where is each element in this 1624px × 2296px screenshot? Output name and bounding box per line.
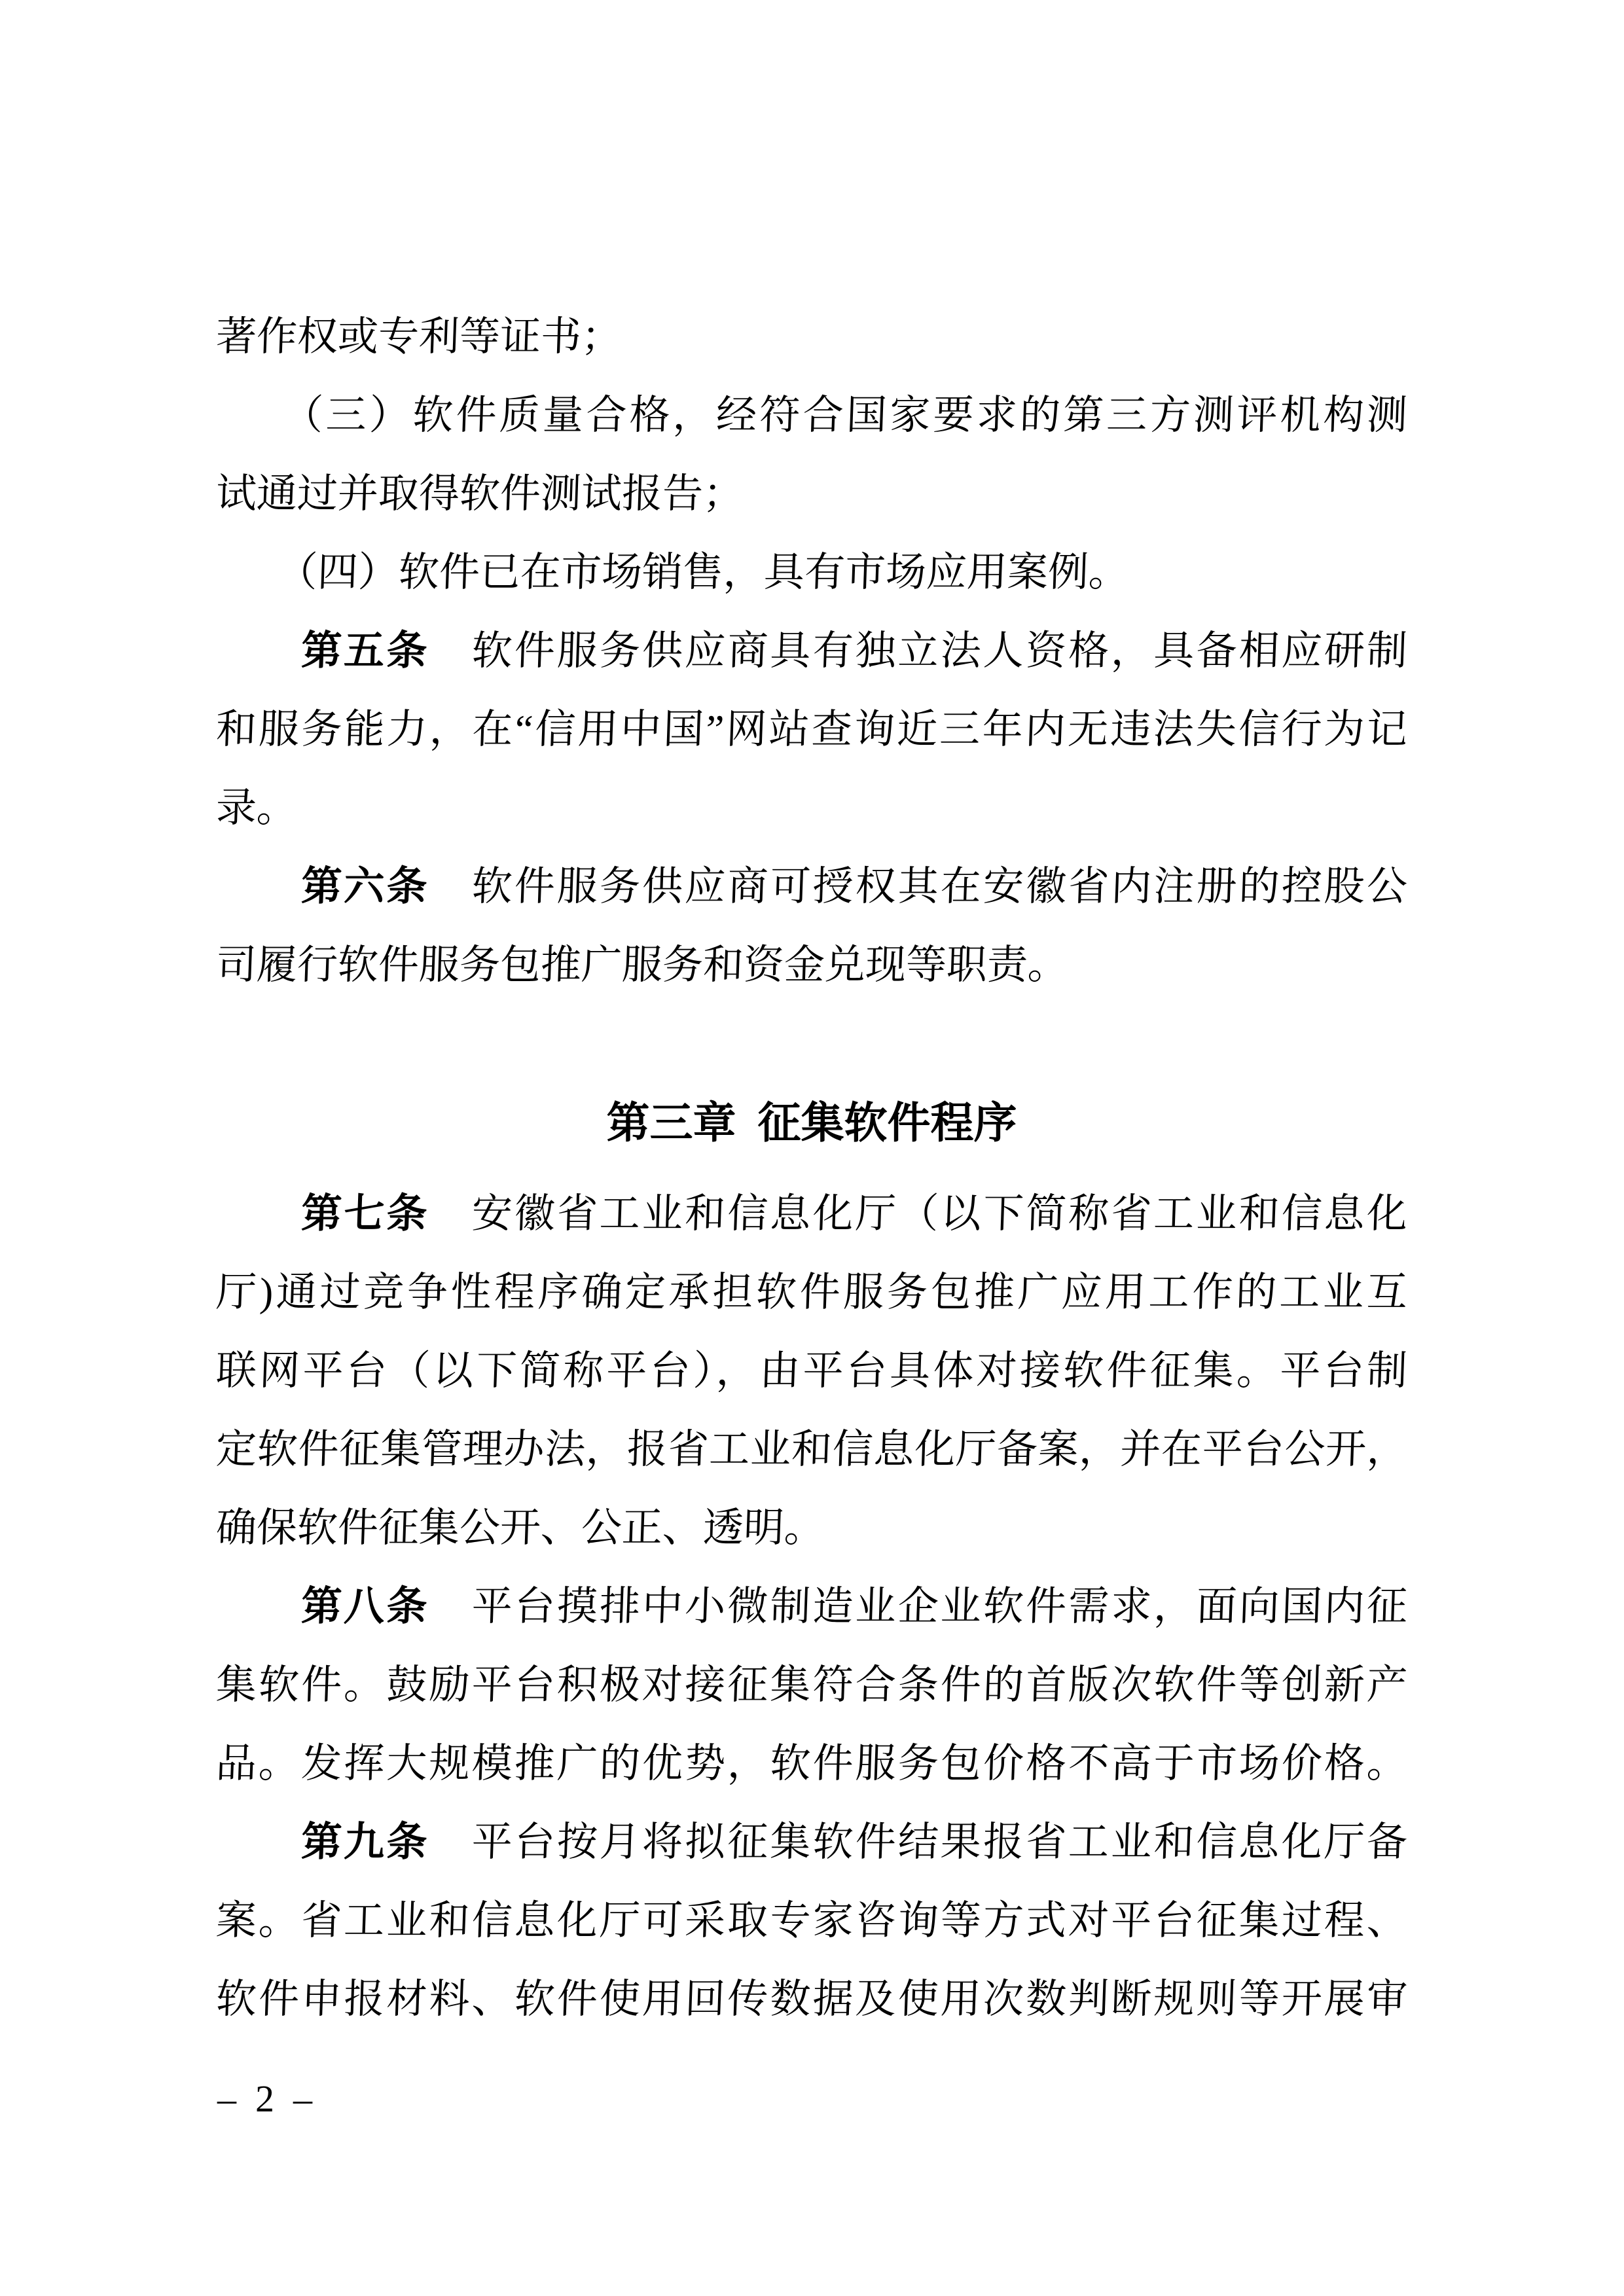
- body-line: [215, 455, 1409, 533]
- line-text: 联网平台（以下简称平台），由平台具体对接软件征集。平台制: [215, 1349, 1409, 1393]
- body-line: [215, 926, 1409, 1005]
- document-body: [216, 298, 1407, 2039]
- body-line: [215, 1803, 1409, 1882]
- line-text: 案。省工业和信息化厅可采取专家咨询等方式对平台征集过程、: [215, 1899, 1409, 1943]
- body-line: [215, 1253, 1409, 1332]
- body-line: [215, 298, 1409, 376]
- body-line: [215, 612, 1409, 691]
- chapter-heading: 第三章 征集软件程序: [606, 1098, 1017, 1147]
- body-line: [215, 769, 1409, 848]
- body-line: [215, 1882, 1409, 1960]
- body-line: [215, 1175, 1409, 1253]
- body-line: [215, 1725, 1409, 1803]
- line-text: 平台摸排中小微制造业企业软件需求，面向国内征: [428, 1585, 1409, 1629]
- body-line: [215, 1410, 1409, 1489]
- body-line: [215, 1568, 1409, 1646]
- body-line: [215, 533, 1409, 612]
- line-text: 和服务能力，在“信用中国”网站查询近三年内无违法失信行为记: [215, 708, 1409, 752]
- body-line: [215, 1489, 1409, 1568]
- line-text: 集软件。鼓励平台积极对接征集符合条件的首版次软件等创新产: [215, 1663, 1409, 1708]
- article-label-8: 第八条: [215, 1585, 430, 1629]
- body-line: [215, 848, 1409, 926]
- line-text: 著作权或专利等证书；: [215, 315, 623, 359]
- article-label-7: 第七条: [215, 1192, 430, 1236]
- body-line: [215, 691, 1409, 769]
- line-text: 录。: [215, 786, 298, 831]
- line-text: 厅)通过竞争性程序确定承担软件服务包推广应用工作的工业互: [215, 1270, 1409, 1315]
- line-text: 软件服务供应商可授权其在安徽省内注册的控股公: [428, 865, 1409, 909]
- line-text: 安徽省工业和信息化厅（以下简称省工业和信息化: [428, 1192, 1409, 1236]
- body-line: [215, 1332, 1409, 1410]
- line-text: 确保软件征集公开、公正、透明。: [215, 1506, 826, 1551]
- line-text: 软件申报材料、软件使用回传数据及使用次数判断规则等开展审: [215, 1977, 1409, 2022]
- line-text: 平台按月将拟征集软件结果报省工业和信息化厅备: [428, 1820, 1409, 1865]
- line-text: 品。发挥大规模推广的优势，软件服务包价格不高于市场价格。: [215, 1742, 1409, 1786]
- body-line: [215, 1646, 1409, 1725]
- line-text: （三）软件质量合格，经符合国家要求的第三方测评机构测: [215, 393, 1409, 438]
- line-text: 定软件征集管理办法，报省工业和信息化厅备案，并在平台公开，: [215, 1427, 1409, 1472]
- line-text: 司履行软件服务包推广服务和资金兑现等职责。: [215, 943, 1070, 988]
- line-text: （四）软件已在市场销售，具有市场应用案例。: [215, 550, 1130, 595]
- body-line: [215, 1960, 1409, 2039]
- article-label-5: 第五条: [215, 629, 430, 673]
- article-label-6: 第六条: [215, 865, 430, 909]
- page-number: – 2 –: [217, 2077, 312, 2120]
- line-text: 试通过并取得软件测试报告；: [215, 472, 745, 516]
- body-line: [215, 376, 1409, 455]
- article-label-9: 第九条: [215, 1820, 430, 1865]
- line-text: 软件服务供应商具有独立法人资格，具备相应研制: [428, 629, 1409, 673]
